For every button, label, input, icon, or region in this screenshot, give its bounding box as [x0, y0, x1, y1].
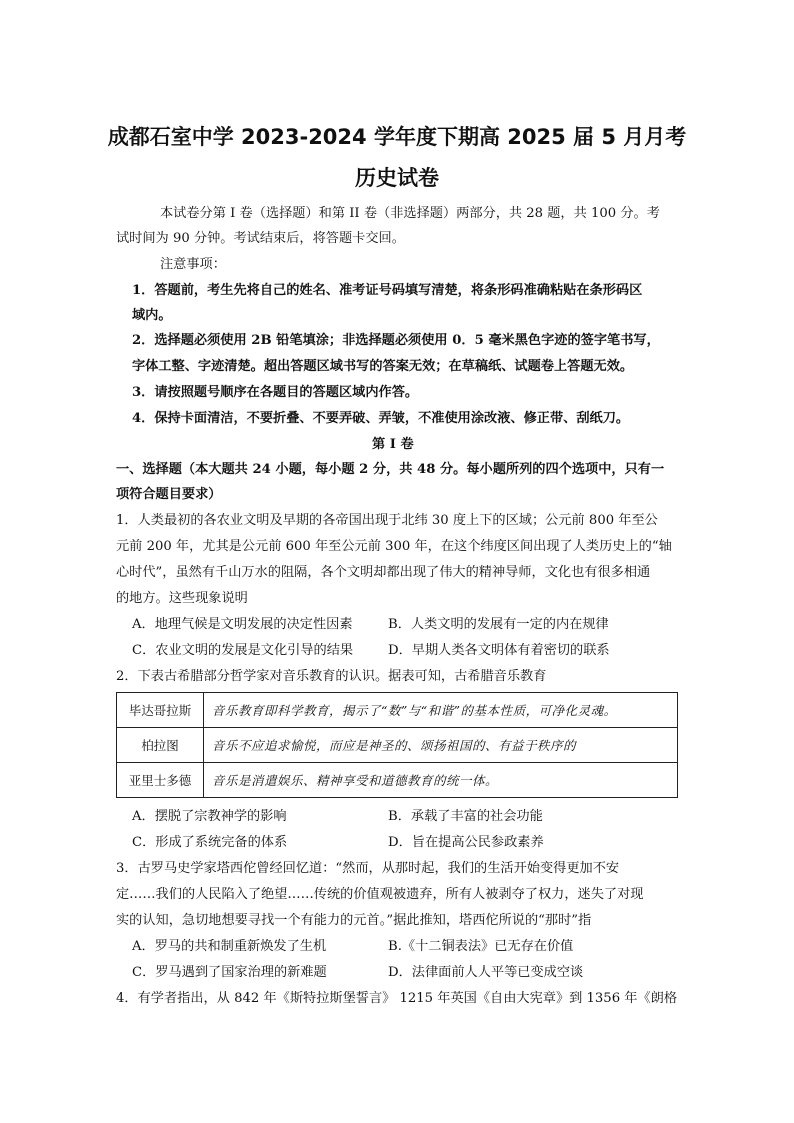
intro-line: 试时间为 90 分钟。考试结束后，将答题卡交回。	[116, 231, 405, 246]
option-d: D．法律面前人人平等已变成空谈	[388, 965, 584, 980]
intro-line: 本试卷分第 I 卷（选择题）和第 II 卷（非选择题）两部分，共 28 题，共 100 分。考	[160, 206, 660, 221]
option-d: D．旨在提高公民参政素养	[388, 835, 544, 850]
philosopher-name: 亚里士多德	[117, 763, 204, 798]
notice-item: 1．答题前，考生先将自己的姓名、准考证号码填写清楚，将条形码准确粘贴在条形码区	[132, 283, 643, 298]
notice-item: 2．选择题必须使用 2B 铅笔填涂；非选择题必须使用 0．5 毫米黑色字迹的签字笔书写，	[132, 333, 660, 348]
option-c: C．农业文明的发展是文化引导的结果	[132, 643, 354, 658]
section-heading: 项符合题目要求）	[116, 487, 222, 502]
question-stem: 3．古罗马史学家塔西佗曾经回忆道：“然而，从那时起，我们的生活开始变得更加不安	[116, 861, 620, 876]
option-b: B．承载了丰富的社会功能	[388, 809, 543, 824]
notice-item: 字体工整、字迹清楚。超出答题区域书写的答案无效；在草稿纸、试题卷上答题无效。	[132, 359, 634, 374]
question-stem: 定……我们的人民陷入了绝望……传统的价值观被遗弃，所有人被剥夺了权力，迷失了对现	[116, 887, 644, 902]
question-stem: 心时代”，虽然有千山万水的阻隔，各个文明却都出现了伟大的精神导师，文化也有很多相通	[116, 565, 651, 580]
philosopher-name: 柏拉图	[117, 728, 204, 763]
option-a: A．摆脱了宗教神学的影响	[132, 809, 287, 824]
table-row	[117, 763, 678, 798]
notice-item: 域内。	[132, 308, 172, 323]
question-stem: 实的认知，急切地想要寻找一个有能力的元首。”据此推知，塔西佗所说的“那时”指	[116, 913, 592, 928]
exam-title: 成都石室中学 2023-2024 学年度下期高 2025 届 5 月月考	[107, 125, 687, 149]
table-row	[117, 728, 678, 763]
section-part: 第 Ⅰ 卷	[372, 437, 414, 452]
question-stem: 2．下表古希腊部分哲学家对音乐教育的认识。据表可知，古希腊音乐教育	[116, 669, 547, 684]
question-stem: 的地方。这些现象说明	[116, 591, 248, 606]
option-d: D．早期人类各文明体有着密切的联系	[388, 643, 610, 658]
philosopher-name: 毕达哥拉斯	[117, 693, 204, 728]
question-stem: 1．人类最初的各农业文明及早期的各帝国出现于北纬 30 度上下的区域；公元前 800 年至公	[116, 513, 658, 528]
option-a: A．罗马的共和制重新焕发了生机	[132, 939, 327, 954]
section-heading: 一、选择题（本大题共 24 小题，每小题 2 分，共 48 分。每小题所列的四个选项中，只有一	[116, 462, 665, 477]
notice-title: 注意事项：	[160, 257, 226, 272]
option-b: B.《十二铜表法》已无存在价值	[388, 939, 574, 954]
philosopher-view: 音乐是消遣娱乐、精神享受和道德教育的统一体。	[204, 763, 678, 798]
question-stem: 4．有学者指出，从 842 年《斯特拉斯堡誓言》 1215 年英国《自由大宪章》到 1356 年《朗格	[116, 991, 678, 1006]
notice-item: 3．请按照题号顺序在各题目的答题区域内作答。	[132, 385, 419, 400]
exam-subtitle: 历史试卷	[355, 166, 439, 190]
philosopher-view: 音乐教育即科学教育，揭示了“数”与“和谐”的基本性质，可净化灵魂。	[204, 693, 678, 728]
philosopher-table	[116, 692, 678, 798]
option-c: C．形成了系统完备的体系	[132, 835, 288, 850]
option-a: A．地理气候是文明发展的决定性因素	[132, 617, 353, 632]
option-b: B．人类文明的发展有一定的内在规律	[388, 617, 609, 632]
table-row	[117, 693, 678, 728]
question-stem: 元前 200 年，尤其是公元前 600 年至公元前 300 年，在这个纬度区间出现了人类历史上的“轴	[116, 539, 672, 554]
notice-item: 4．保持卡面清洁，不要折叠、不要弄破、弄皱，不准使用涂改液、修正带、刮纸刀。	[132, 411, 630, 426]
philosopher-view: 音乐不应追求愉悦，而应是神圣的、颂扬祖国的、有益于秩序的	[204, 728, 678, 763]
option-c: C．罗马遇到了国家治理的新难题	[132, 965, 327, 980]
